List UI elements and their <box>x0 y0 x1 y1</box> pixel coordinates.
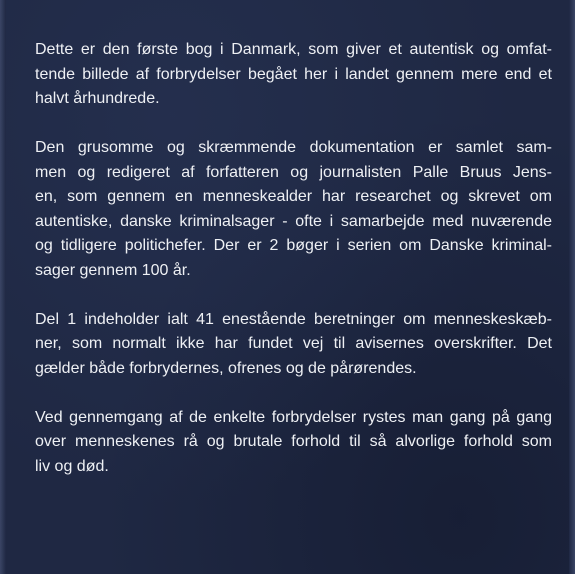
cover-left-edge <box>0 0 6 574</box>
paragraph-4 <box>35 406 552 480</box>
cover-right-edge <box>569 0 575 574</box>
text-line: tende billede af forbrydelser begået her i landet gennem mere end et <box>35 65 552 83</box>
text-line: liv og død. <box>35 457 109 475</box>
text-line: Den grusomme og skræmmende dokumentation er samlet sam- <box>35 139 552 156</box>
text-line: autentiske, danske kriminalsager - ofte i samarbejde med nuværende <box>35 212 552 230</box>
text-line: over menneskenes rå og brutale forhold til så alvorlige forhold som <box>35 433 552 450</box>
paragraph-2 <box>35 136 552 283</box>
blurb-text <box>35 38 552 504</box>
text-line: en, som gennem en menneskealder har researchet og skrevet om <box>35 188 552 205</box>
text-line: Ved gennemgang af de enkelte forbrydelser rystes man gang på gang <box>35 408 552 426</box>
text-line: Dette er den første bog i Danmark, som giver et autentisk og omfat- <box>35 41 552 58</box>
text-line: Del 1 indeholder ialt 41 enestående beretninger om menneskeskæb- <box>35 310 552 328</box>
text-line: halvt århundrede. <box>35 90 160 107</box>
paragraph-1 <box>35 38 552 112</box>
text-line: og tidligere politichefer. Der er 2 bøger i serien om Danske kriminal- <box>35 237 552 254</box>
text-line: sager gennem 100 år. <box>35 261 191 279</box>
text-line: ner, som normalt ikke har fundet vej til avisernes overskrifter. Det <box>35 335 552 352</box>
text-line: gælder både forbrydernes, ofrenes og de pårørendes. <box>35 359 417 377</box>
paragraph-3 <box>35 308 552 382</box>
text-line: men og redigeret af forfatteren og journalisten Palle Bruus Jens- <box>35 163 552 181</box>
